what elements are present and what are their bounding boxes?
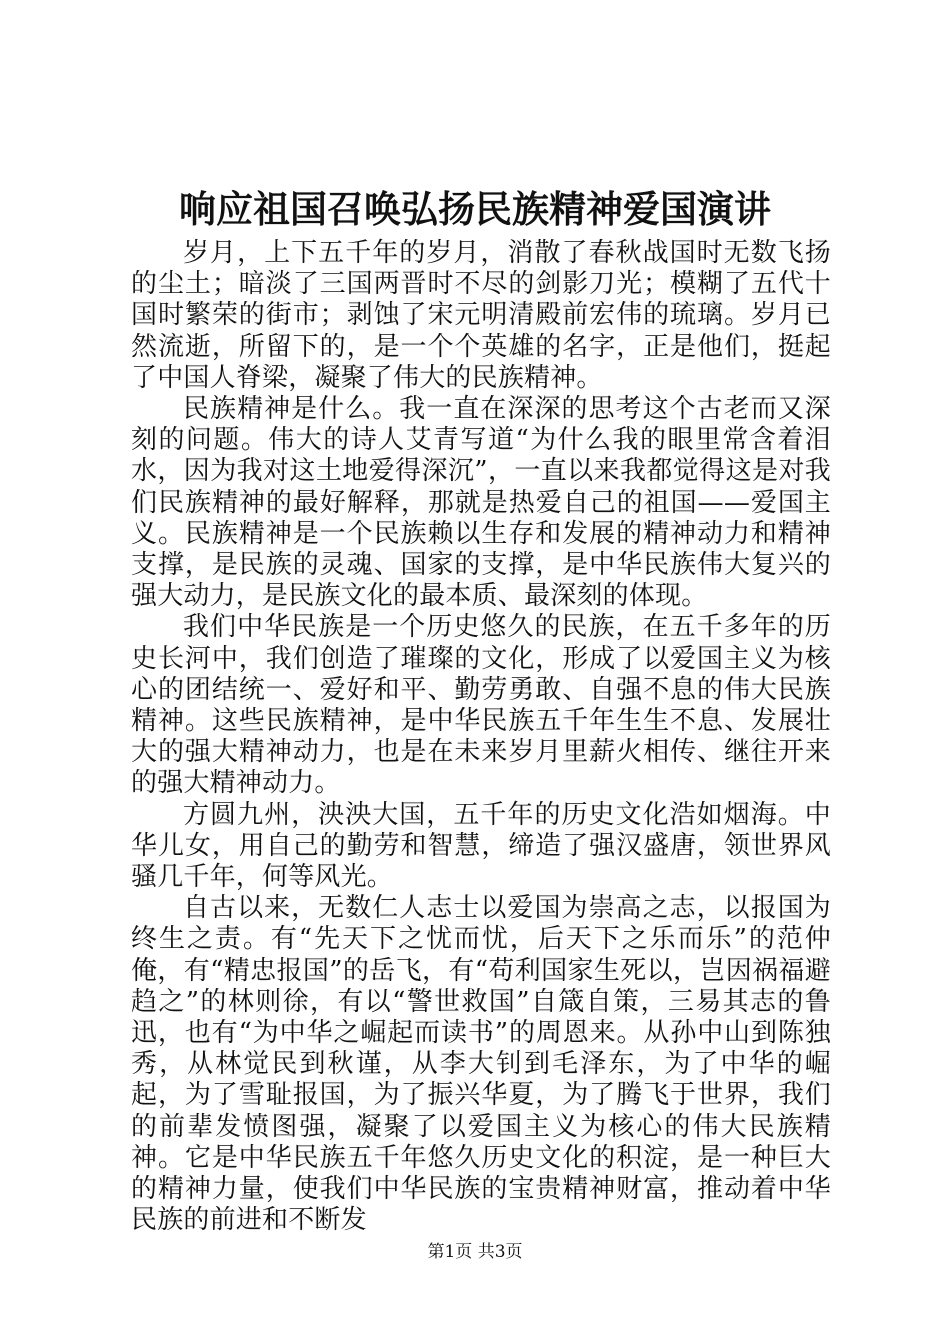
document-body (131, 238, 831, 1237)
paragraph-1: 岁月，上下五千年的岁月，消散了春秋战国时无数飞扬的尘土；暗淡了三国两晋时不尽的剑影刀光；模糊了五代十国时繁荣的街市；剥蚀了宋元明清殿前宏伟的琉璃。岁月已然流逝，所留下的，是一个个英雄的名字，正是他们，挺起了中国人脊梁，凝聚了伟大的民族精神。 (131, 238, 831, 393)
paragraph-4: 方圆九州，泱泱大国，五千年的历史文化浩如烟海。中华儿女，用自己的勤劳和智慧，缔造了强汉盛唐，领世界风骚几千年，何等风光。 (131, 799, 831, 893)
paragraph-5: 自古以来，无数仁人志士以爱国为崇高之志，以报国为终生之责。有“先天下之忧而忧，后天下之乐而乐”的范仲俺，有“精忠报国”的岳飞，有“苟利国家生死以，岂因祸福避趋之”的林则徐，有以“警世救国”自箴自策，三易其志的鲁迅，也有“为中华之崛起而读书”的周恩来。从孙中山到陈独秀，从林觉民到秋谨，从李大钊到毛泽东，为了中华的崛起，为了雪耻报国，为了振兴华夏，为了腾飞于世界，我们的前辈发愤图强，凝聚了以爱国主义为核心的伟大民族精神。它是中华民族五千年悠久历史文化的积淀，是一种巨大的精神力量，使我们中华民族的宝贵精神财富，推动着中华民族的前进和不断发 (131, 893, 831, 1236)
paragraph-2: 民族精神是什么。我一直在深深的思考这个古老而又深刻的问题。伟大的诗人艾青写道“为什么我的眼里常含着泪水，因为我对这土地爱得深沉”，一直以来我都觉得这是对我们民族精神的最好解释，那就是热爱自己的祖国——爱国主义。民族精神是一个民族赖以生存和发展的精神动力和精神支撑，是民族的灵魂、国家的支撑，是中华民族伟大复兴的强大动力，是民族文化的最本质、最深刻的体现。 (131, 394, 831, 612)
document-title: 响应祖国召唤弘扬民族精神爱国演讲 (179, 187, 771, 231)
page-footer: 第1页 共3页 (427, 1242, 523, 1262)
paragraph-3: 我们中华民族是一个历史悠久的民族，在五千多年的历史长河中，我们创造了璀璨的文化，形成了以爱国主义为核心的团结统一、爱好和平、勤劳勇敢、自强不息的伟大民族精神。这些民族精神，是中华民族五千年生生不息、发展壮大的强大精神动力，也是在未来岁月里薪火相传、继往开来的强大精神动力。 (131, 612, 831, 799)
